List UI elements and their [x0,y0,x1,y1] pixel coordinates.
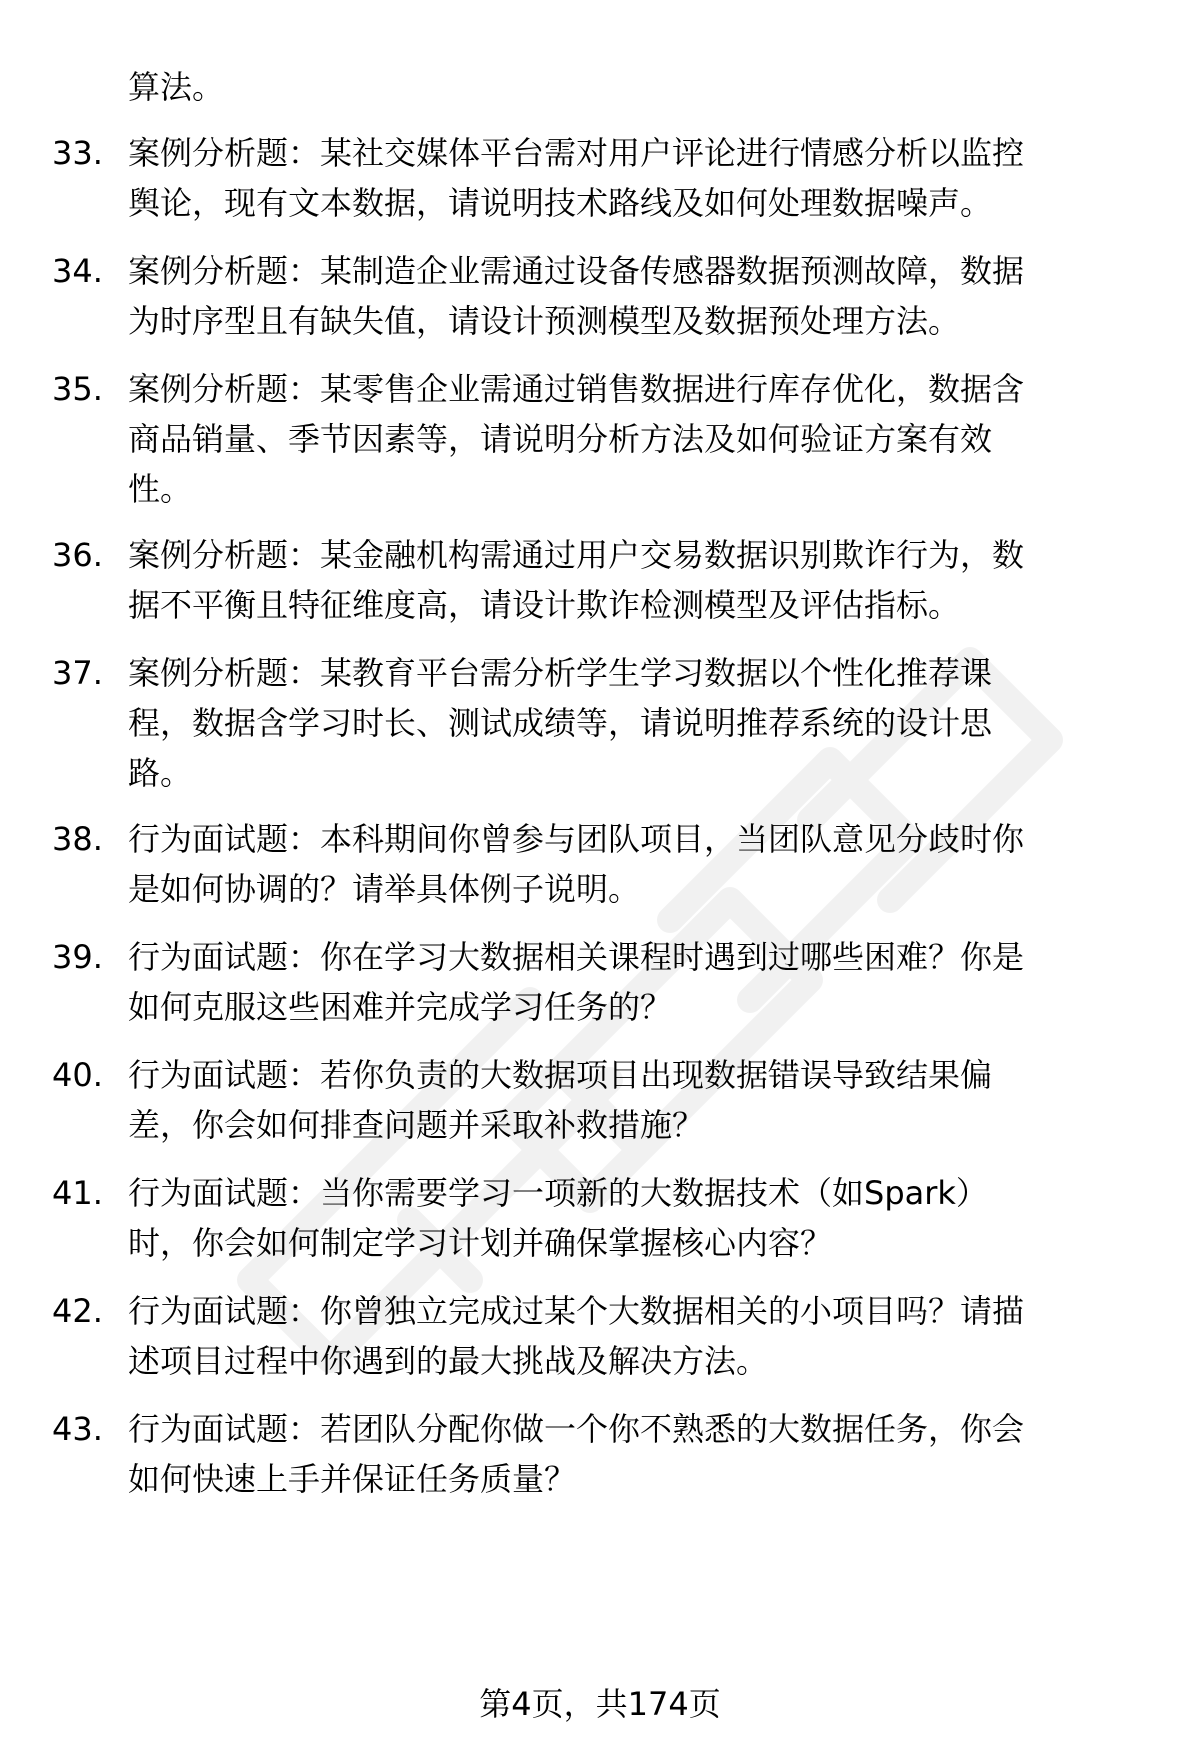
question-text: 行为面试题：若团队分配你做一个你不熟悉的大数据任务，你会 如何快速上手并保证任务质量？ [128,1410,1025,1498]
question-number: 37. [52,654,103,692]
question-text: 行为面试题：本科期间你曾参与团队项目，当团队意见分歧时你 是如何协调的？请举具体例子说明。 [128,820,1025,908]
question-text: 案例分析题：某金融机构需通过用户交易数据识别欺诈行为，数 据不平衡且特征维度高，请设计欺诈检测模型及评估指标。 [128,536,1025,624]
page-footer: 第4页，共174页 [479,1685,721,1723]
continuation-text: 算法。 [128,68,225,106]
question-number: 33. [52,134,103,172]
question-text: 行为面试题：若你负责的大数据项目出现数据错误导致结果偏 差，你会如何排查问题并采取补救措施？ [128,1056,993,1144]
question-number: 41. [52,1174,103,1212]
question-number: 35. [52,370,103,408]
question-number: 42. [52,1292,103,1330]
question-text: 案例分析题：某社交媒体平台需对用户评论进行情感分析以监控 舆论，现有文本数据，请说明技术路线及如何处理数据噪声。 [128,134,1025,222]
question-text: 案例分析题：某教育平台需分析学生学习数据以个性化推荐课 程，数据含学习时长、测试成绩等，请说明推荐系统的设计思 路。 [128,654,993,792]
question-number: 40. [52,1056,103,1094]
question-text: 行为面试题：你曾独立完成过某个大数据相关的小项目吗？请描 述项目过程中你遇到的最大挑战及解决方法。 [128,1292,1025,1380]
question-number: 36. [52,536,103,574]
question-number: 43. [52,1410,103,1448]
question-number: 39. [52,938,103,976]
question-text: 案例分析题：某制造企业需通过设备传感器数据预测故障，数据 为时序型且有缺失值，请设计预测模型及数据预处理方法。 [128,252,1025,340]
question-text: 行为面试题：你在学习大数据相关课程时遇到过哪些困难？你是 如何克服这些困难并完成学习任务的？ [128,938,1025,1026]
question-number: 38. [52,820,103,858]
question-text: 案例分析题：某零售企业需通过销售数据进行库存优化，数据含 商品销量、季节因素等，请说明分析方法及如何验证方案有效 性。 [128,370,1025,508]
question-text: 行为面试题：当你需要学习一项新的大数据技术（如Spark） 时，你会如何制定学习计划并确保掌握核心内容？ [128,1174,988,1262]
question-number: 34. [52,252,103,290]
